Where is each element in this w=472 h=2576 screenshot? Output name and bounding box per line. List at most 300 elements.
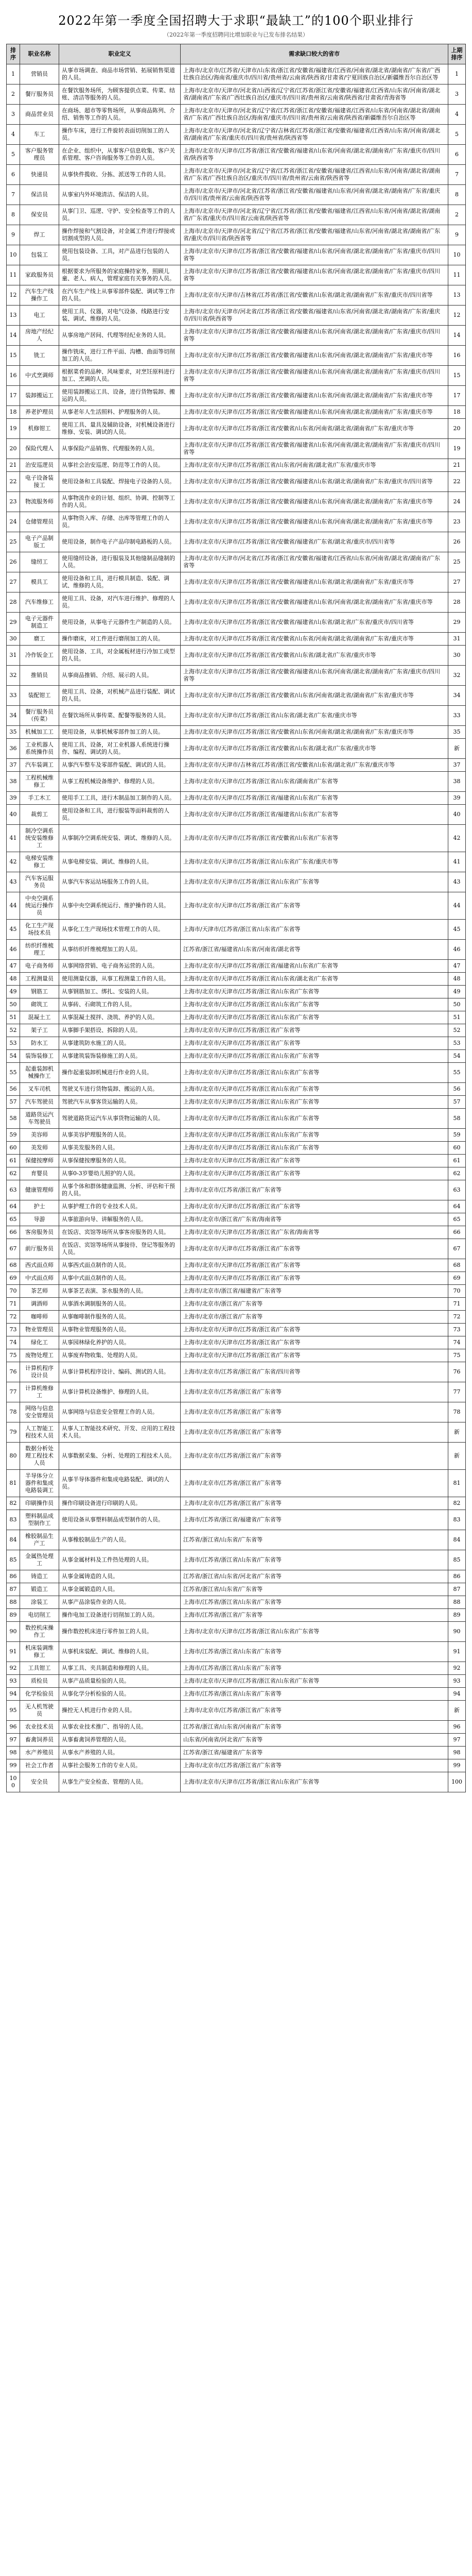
cell-definition: 从事咖啡制作服务的人员。 xyxy=(59,1311,181,1324)
cell-rank: 66 xyxy=(7,1226,20,1239)
cell-previous-rank: 57 xyxy=(448,1096,466,1109)
cell-rank: 26 xyxy=(7,552,20,572)
cell-previous-rank: 93 xyxy=(448,1675,466,1688)
table-row xyxy=(7,1155,466,1167)
cell-previous-rank: 72 xyxy=(448,1311,466,1324)
cell-rank: 48 xyxy=(7,973,20,986)
cell-regions: 上海市/北京市/江苏省/浙江省/广东省等 xyxy=(181,1497,448,1510)
cell-regions: 上海市/北京市/天津市/江苏省/浙江省/安徽省/福建省/山东省/河南省/湖北省/湖南省/广东省/重庆市/四川省/陕西省等 xyxy=(181,145,448,165)
cell-occupation: 工业机器人系统操作员 xyxy=(20,739,59,759)
cell-rank: 97 xyxy=(7,1734,20,1747)
table-row xyxy=(7,1497,466,1510)
cell-rank: 73 xyxy=(7,1324,20,1336)
table-row xyxy=(7,245,466,265)
cell-definition: 使用设备和工具，进行服装等面料裁剪的人员。 xyxy=(59,805,181,825)
cell-occupation: 机械加工工 xyxy=(20,726,59,739)
cell-occupation: 裁剪工 xyxy=(20,805,59,825)
cell-previous-rank: 41 xyxy=(448,852,466,872)
cell-occupation: 仓储管理员 xyxy=(20,512,59,532)
table-row xyxy=(7,998,466,1011)
cell-definition: 从事网络营销、电子商务运营的人员。 xyxy=(59,960,181,973)
table-row xyxy=(7,1583,466,1596)
cell-occupation: 前厅服务员 xyxy=(20,1239,59,1259)
table-row xyxy=(7,646,466,666)
table-row xyxy=(7,613,466,633)
cell-previous-rank: 59 xyxy=(448,1129,466,1142)
cell-rank: 22 xyxy=(7,472,20,492)
cell-rank: 63 xyxy=(7,1180,20,1200)
cell-rank: 24 xyxy=(7,512,20,532)
table-row xyxy=(7,1675,466,1688)
cell-definition: 操作磨床，对工件进行磨削加工的人员。 xyxy=(59,633,181,646)
cell-occupation: 客户服务管理员 xyxy=(20,145,59,165)
cell-regions: 上海市/北京市/天津市/江苏省/浙江省/广东省等 xyxy=(181,1349,448,1362)
table-row xyxy=(7,792,466,805)
cell-definition: 使用工具、设备，对汽车进行维护、修理的人员。 xyxy=(59,592,181,613)
cell-occupation: 电子元器件制造工 xyxy=(20,613,59,633)
table-row xyxy=(7,1096,466,1109)
cell-definition: 从事护理工作的专业技术人员。 xyxy=(59,1200,181,1213)
cell-regions: 上海市/北京市/天津市/江苏省/浙江省/广东省等 xyxy=(181,1239,448,1259)
cell-definition: 从事水产养殖的人员。 xyxy=(59,1747,181,1759)
cell-rank: 59 xyxy=(7,1129,20,1142)
cell-occupation: 装卸搬运工 xyxy=(20,386,59,406)
table-row xyxy=(7,532,466,552)
cell-rank: 19 xyxy=(7,419,20,439)
cell-regions: 上海市/北京市/天津市/江苏省/浙江省/广东省/海南省等 xyxy=(181,1226,448,1239)
cell-previous-rank: 9 xyxy=(448,225,466,245)
cell-occupation: 纺织纤维梳理工 xyxy=(20,940,59,960)
cell-rank: 15 xyxy=(7,346,20,366)
cell-regions: 上海市/北京市/天津市/江苏省/浙江省/福建省/山东省/广东省等 xyxy=(181,960,448,973)
table-row xyxy=(7,205,466,225)
cell-regions: 上海市/北京市/天津市/江苏省/浙江省/山东省/广东省等 xyxy=(181,1063,448,1083)
cell-definition: 从事房地产居间、代理等经纪业务的人员。 xyxy=(59,326,181,346)
cell-occupation: 装配钳工 xyxy=(20,686,59,706)
cell-definition: 使用包装设备、工具，对产品进行包装的人员。 xyxy=(59,245,181,265)
cell-rank: 67 xyxy=(7,1239,20,1259)
cell-regions: 上海市/北京市/天津市/江苏省/浙江省/山东省/广东省/重庆市等 xyxy=(181,852,448,872)
cell-rank: 34 xyxy=(7,706,20,726)
cell-regions: 上海市/北京市/天津市/江苏省/浙江省/安徽省/福建省/山东省/河南省/湖北省/湖南省/广东省/重庆市等 xyxy=(181,346,448,366)
cell-occupation: 汽车维修工 xyxy=(20,592,59,613)
cell-definition: 从事汽车客运站场服务工作的人员。 xyxy=(59,872,181,892)
cell-previous-rank: 68 xyxy=(448,1259,466,1272)
cell-regions: 上海市/北京市/天津市/江苏省/浙江省/安徽省/福建省/山东省/湖北省/湖南省/广东省/重庆市等 xyxy=(181,572,448,592)
cell-occupation: 混凝土工 xyxy=(20,1011,59,1024)
cell-rank: 78 xyxy=(7,1402,20,1422)
cell-occupation: 铣工 xyxy=(20,346,59,366)
cell-previous-rank: 86 xyxy=(448,1570,466,1583)
table-row xyxy=(7,105,466,125)
cell-regions: 江苏省/浙江省/山东省/河北省/广东省等 xyxy=(181,1570,448,1583)
table-row xyxy=(7,1688,466,1701)
cell-regions: 上海市/北京市/江苏省/浙江省/广东省等 xyxy=(181,1701,448,1721)
table-row xyxy=(7,1596,466,1609)
cell-previous-rank: 45 xyxy=(448,920,466,940)
cell-regions: 上海市/北京市/江苏省/浙江省/广东省等 xyxy=(181,1470,448,1497)
cell-regions: 上海市/北京市/天津市/江苏省/浙江省/山东省/广东省等 xyxy=(181,1142,448,1155)
cell-definition: 使用手工工具，进行木制品加工制作的人员。 xyxy=(59,792,181,805)
cell-definition: 从事茶艺表演、茶水服务的人员。 xyxy=(59,1285,181,1298)
cell-rank: 57 xyxy=(7,1096,20,1109)
cell-regions: 上海市/北京市/天津市/江苏省/浙江省/山东省/广东省等 xyxy=(181,1083,448,1096)
cell-rank: 87 xyxy=(7,1583,20,1596)
cell-rank: 100 xyxy=(7,1772,20,1792)
table-row xyxy=(7,1550,466,1570)
table-row xyxy=(7,145,466,165)
cell-regions: 上海市/江苏省/浙江省/福建省/广东省等 xyxy=(181,1510,448,1530)
cell-definition: 从事门卫、巡逻、守护、安全检查等工作的人员。 xyxy=(59,205,181,225)
table-row xyxy=(7,1142,466,1155)
cell-occupation: 工程机械维修工 xyxy=(20,772,59,792)
cell-regions: 上海市/江苏省/浙江省/山东省/广东省等 xyxy=(181,1642,448,1662)
table-row xyxy=(7,1443,466,1470)
cell-previous-rank: 30 xyxy=(448,646,466,666)
cell-previous-rank: 35 xyxy=(448,726,466,739)
table-row xyxy=(7,1213,466,1226)
cell-definition: 从事商品推销、介绍、展示的人员。 xyxy=(59,666,181,686)
cell-occupation: 美发师 xyxy=(20,1142,59,1155)
cell-rank: 7 xyxy=(7,185,20,205)
cell-definition: 操作印刷设备进行印刷的人员。 xyxy=(59,1497,181,1510)
table-row xyxy=(7,726,466,739)
cell-regions: 上海市/北京市/天津市/江苏省/浙江省/安徽省/福建省/广东省/湖北省/重庆市/四川省等 xyxy=(181,532,448,552)
cell-regions: 上海市/北京市/天津市/江苏省/浙江省/山东省/广东省等 xyxy=(181,986,448,998)
cell-regions: 上海市/北京市/天津市/河北省/江苏省/浙江省/安徽省/福建省/江西省/山东省/河南省/湖北省/湖南省/广东省等 xyxy=(181,552,448,572)
cell-rank: 75 xyxy=(7,1349,20,1362)
cell-previous-rank: 56 xyxy=(448,1083,466,1096)
cell-occupation: 咖啡师 xyxy=(20,1311,59,1324)
cell-previous-rank: 38 xyxy=(448,772,466,792)
cell-regions: 江苏省/浙江省/山东省/广东省等 xyxy=(181,1530,448,1550)
cell-rank: 40 xyxy=(7,805,20,825)
cell-occupation: 中式烹调师 xyxy=(20,366,59,386)
cell-previous-rank: 49 xyxy=(448,986,466,998)
cell-definition: 从事社会服务工作的专业人员。 xyxy=(59,1759,181,1772)
table-row xyxy=(7,386,466,406)
cell-definition: 使用装卸搬运工具、设备，进行货物装卸、搬运的人员。 xyxy=(59,386,181,406)
cell-definition: 从事酒水调制服务的人员。 xyxy=(59,1298,181,1311)
cell-rank: 83 xyxy=(7,1510,20,1530)
cell-previous-rank: 7 xyxy=(448,165,466,185)
cell-regions: 上海市/北京市/浙江省/广东省等 xyxy=(181,1311,448,1324)
cell-definition: 从事人工智能技术研究、开发、应用的工程技术人员。 xyxy=(59,1422,181,1443)
cell-occupation: 餐厅服务员 xyxy=(20,84,59,105)
cell-occupation: 健康管理师 xyxy=(20,1180,59,1200)
cell-previous-rank: 新 xyxy=(448,739,466,759)
cell-regions: 上海市/北京市/天津市/江苏省/浙江省/山东省/河南省/湖北省/广东省/重庆市等 xyxy=(181,459,448,472)
cell-occupation: 养老护理员 xyxy=(20,406,59,419)
cell-occupation: 绿化工 xyxy=(20,1336,59,1349)
cell-regions: 上海市/北京市/天津市/江苏省/浙江省/山东省/广东省等 xyxy=(181,1050,448,1063)
cell-rank: 85 xyxy=(7,1550,20,1570)
cell-definition: 使用测量仪器，从事工程测量工作的人员。 xyxy=(59,973,181,986)
cell-rank: 65 xyxy=(7,1213,20,1226)
cell-rank: 76 xyxy=(7,1362,20,1382)
cell-regions: 上海市/北京市/天津市/江苏省/浙江省/安徽省/福建省/山东省/河南省/湖北省/湖南省/广东省/重庆市等 xyxy=(181,406,448,419)
cell-regions: 上海市/北京市/天津市/江苏省/浙江省/山东省/广东省等 xyxy=(181,1011,448,1024)
cell-rank: 77 xyxy=(7,1382,20,1402)
cell-previous-rank: 15 xyxy=(448,366,466,386)
cell-occupation: 商品营业员 xyxy=(20,105,59,125)
table-row xyxy=(7,592,466,613)
cell-previous-rank: 34 xyxy=(448,686,466,706)
cell-regions: 上海市/北京市/天津市/江苏省/浙江省/安徽省/福建省/山东省/河南省/湖北省/湖南省/广东省/重庆市/四川省等 xyxy=(181,326,448,346)
cell-previous-rank: 27 xyxy=(448,572,466,592)
table-row xyxy=(7,1167,466,1180)
cell-occupation: 包装工 xyxy=(20,245,59,265)
cell-rank: 41 xyxy=(7,825,20,852)
table-row xyxy=(7,552,466,572)
cell-rank: 1 xyxy=(7,64,20,84)
table-row xyxy=(7,185,466,205)
cell-rank: 3 xyxy=(7,105,20,125)
cell-rank: 32 xyxy=(7,666,20,686)
cell-occupation: 缝纫工 xyxy=(20,552,59,572)
cell-definition: 从事半导体器件和集成电路装配、调试的人员。 xyxy=(59,1470,181,1497)
cell-regions: 上海市/北京市/天津市/江苏省/浙江省/安徽省/福建省/山东省/河南省/湖北省/湖南省/广东省/重庆市/四川省等 xyxy=(181,439,448,459)
cell-rank: 16 xyxy=(7,366,20,386)
cell-regions: 上海市/北京市/天津市/江苏省/浙江省/广东省等 xyxy=(181,1200,448,1213)
table-row xyxy=(7,666,466,686)
cell-regions: 上海市/北京市/天津市/江苏省/浙江省/安徽省/福建省/山东省/河南省/湖北省/湖南省/广东省/重庆市/四川省等 xyxy=(181,265,448,285)
table-row xyxy=(7,1721,466,1734)
cell-previous-rank: 51 xyxy=(448,1011,466,1024)
table-row xyxy=(7,1037,466,1050)
table-row xyxy=(7,1180,466,1200)
cell-previous-rank: 77 xyxy=(448,1382,466,1402)
cell-regions: 上海市/北京市/江苏省/天津市/山东省/浙江省/安徽省/福建省/江西省/河南省/湖北省/湖南省/广东省/广西壮族自治区/海南省/重庆市/四川省/贵州省/云南省/陕西省/甘肃省/宁夏回族自治区/新疆维吾尔自治区等 xyxy=(181,64,448,84)
cell-occupation: 模具工 xyxy=(20,572,59,592)
cell-definition: 从事物业管理服务的人员。 xyxy=(59,1324,181,1336)
table-row xyxy=(7,892,466,920)
cell-occupation: 汽车装调工 xyxy=(20,759,59,772)
cell-regions: 上海市/北京市/江苏省/浙江省/广东省等 xyxy=(181,1422,448,1443)
cell-occupation: 防水工 xyxy=(20,1037,59,1050)
cell-occupation: 物流服务师 xyxy=(20,492,59,512)
cell-regions: 上海市/北京市/天津市/江苏省/浙江省/安徽省/福建省/山东省/河南省/湖北省/湖南省/广东省/重庆市等 xyxy=(181,386,448,406)
cell-regions: 上海市/北京市/浙江省/广东省/海南省等 xyxy=(181,1213,448,1226)
cell-previous-rank: 50 xyxy=(448,998,466,1011)
cell-definition: 在商场、超市等零售场所，从事商品陈列、介绍、销售等工作的人员。 xyxy=(59,105,181,125)
cell-occupation: 叉车司机 xyxy=(20,1083,59,1096)
table-row xyxy=(7,1311,466,1324)
cell-previous-rank: 新 xyxy=(448,1701,466,1721)
table-row xyxy=(7,1050,466,1063)
cell-rank: 71 xyxy=(7,1298,20,1311)
cell-previous-rank: 43 xyxy=(448,872,466,892)
cell-rank: 91 xyxy=(7,1642,20,1662)
cell-occupation: 装饰装修工 xyxy=(20,1050,59,1063)
cell-regions: 上海市/北京市/天津市/河北省/山西省/辽宁省/江苏省/浙江省/安徽省/福建省/江西省/山东省/河南省/湖北省/湖南省/广东省/广西壮族自治区/重庆市/四川省/贵州省/云南省/陕西省/甘肃省/青海省等 xyxy=(181,84,448,105)
cell-definition: 从事物流作业的计划、组织、协调、控制等工作的人员。 xyxy=(59,492,181,512)
page-title: 2022年第一季度全国招聘大于求职“最缺工”的100个职业排行 xyxy=(58,13,414,28)
cell-occupation: 护士 xyxy=(20,1200,59,1213)
cell-regions: 上海市/北京市/江苏省/浙江省/广东省等 xyxy=(181,1402,448,1422)
cell-regions: 上海市/北京市/天津市/江苏省/浙江省/广东省等 xyxy=(181,1324,448,1336)
table-row xyxy=(7,346,466,366)
cell-regions: 上海市/北京市/天津市/江苏省/浙江省/山东省/广东省等 xyxy=(181,872,448,892)
cell-rank: 72 xyxy=(7,1311,20,1324)
cell-rank: 6 xyxy=(7,165,20,185)
cell-rank: 21 xyxy=(7,459,20,472)
cell-definition: 使用设备和工具装配、焊接电子设备的人员。 xyxy=(59,472,181,492)
cell-occupation: 制冷空调系统安装维修工 xyxy=(20,825,59,852)
table-row xyxy=(7,686,466,706)
table-row xyxy=(7,706,466,726)
cell-rank: 58 xyxy=(7,1109,20,1129)
cell-regions: 上海市/北京市/江苏省/浙江省/广东省等 xyxy=(181,1382,448,1402)
cell-definition: 使用工具、设备，对工业机器人系统进行操作、编程、调试的人员。 xyxy=(59,739,181,759)
cell-regions: 上海市/北京市/天津市/江苏省/浙江省/安徽省/福建省/山东省/河南省/湖北省/湖南省/广东省/重庆市/四川省等 xyxy=(181,366,448,386)
cell-occupation: 网络与信息安全管理员 xyxy=(20,1402,59,1422)
cell-previous-rank: 42 xyxy=(448,825,466,852)
cell-definition: 从事快件揽收、分拣、派送等工作的人员。 xyxy=(59,165,181,185)
cell-previous-rank: 1 xyxy=(448,64,466,84)
table-row xyxy=(7,973,466,986)
table-row xyxy=(7,772,466,792)
cell-previous-rank: 89 xyxy=(448,1609,466,1622)
cell-occupation: 砌筑工 xyxy=(20,998,59,1011)
cell-rank: 94 xyxy=(7,1688,20,1701)
cell-previous-rank: 67 xyxy=(448,1239,466,1259)
cell-definition: 从事计算机程序设计、编码、测试的人员。 xyxy=(59,1362,181,1382)
cell-previous-rank: 24 xyxy=(448,492,466,512)
ranking-table xyxy=(6,44,466,1792)
cell-regions: 上海市/北京市/天津市/江苏省/浙江省/福建省/山东省/广东省等 xyxy=(181,792,448,805)
cell-previous-rank: 99 xyxy=(448,1759,466,1772)
cell-occupation: 保险代理人 xyxy=(20,439,59,459)
cell-previous-rank: 53 xyxy=(448,1037,466,1050)
header-previous-rank: 上期排序 xyxy=(448,44,466,64)
cell-rank: 18 xyxy=(7,406,20,419)
cell-definition: 在企业、组织中，从事客户信息收集、客户关系管理、客户咨询服务等工作的人员。 xyxy=(59,145,181,165)
cell-definition: 操作车床，进行工件旋转表面切削加工的人员。 xyxy=(59,125,181,145)
cell-definition: 在汽车生产线上从事零部件装配、调试等工作的人员。 xyxy=(59,285,181,306)
table-row xyxy=(7,1226,466,1239)
table-row xyxy=(7,986,466,998)
cell-rank: 84 xyxy=(7,1530,20,1550)
cell-definition: 在餐饮服务场所，为顾客提供点菜、传菜、结账、清洁等服务的人员。 xyxy=(59,84,181,105)
cell-definition: 从事金属铸造的人员。 xyxy=(59,1570,181,1583)
cell-regions: 上海市/北京市/天津市/江苏省/浙江省/安徽省/福建省/山东省/河南省/湖北省/湖南省/广东省/重庆市/四川省等 xyxy=(181,666,448,686)
cell-previous-rank: 37 xyxy=(448,759,466,772)
cell-regions: 上海市/北京市/天津市/江苏省/浙江省/安徽省/福建省/山东省/河南省/湖北省/湖南省/广东省/重庆市等 xyxy=(181,512,448,532)
cell-rank: 30 xyxy=(7,633,20,646)
cell-occupation: 起重装卸机械操作工 xyxy=(20,1063,59,1083)
cell-occupation: 计算机维修工 xyxy=(20,1382,59,1402)
cell-previous-rank: 29 xyxy=(448,613,466,633)
cell-definition: 在饭店、宾馆等场所从事客房服务的人员。 xyxy=(59,1226,181,1239)
table-row xyxy=(7,512,466,532)
table-row xyxy=(7,825,466,852)
cell-definition: 从事工具、夹具制造和修理的人员。 xyxy=(59,1662,181,1675)
cell-definition: 使用设备，从事电子元器件生产制造的人员。 xyxy=(59,613,181,633)
cell-previous-rank: 40 xyxy=(448,805,466,825)
table-row xyxy=(7,459,466,472)
cell-previous-rank: 55 xyxy=(448,1063,466,1083)
table-row xyxy=(7,920,466,940)
header-occupation: 职业名称 xyxy=(20,44,59,64)
cell-regions: 上海市/北京市/天津市/江苏省/浙江省/安徽省/山东省/河南省/湖北省/湖南省/广东省/重庆市等 xyxy=(181,726,448,739)
cell-definition: 从事产品质量检验的人员。 xyxy=(59,1675,181,1688)
cell-occupation: 架子工 xyxy=(20,1024,59,1037)
table-row xyxy=(7,306,466,326)
cell-definition: 从事个体和群体健康监测、分析、评估和干预的人员。 xyxy=(59,1180,181,1200)
cell-definition: 操作焊接和气割设备，对金属工件进行焊接或切割成型的人员。 xyxy=(59,225,181,245)
cell-rank: 88 xyxy=(7,1596,20,1609)
cell-occupation: 畜禽饲养员 xyxy=(20,1734,59,1747)
cell-regions: 上海市/北京市/天津市/江苏省/浙江省/安徽省/福建省/山东省/河南省/湖北省/湖南省/广东省/重庆市等 xyxy=(181,592,448,613)
cell-regions: 上海市/北京市/天津市/江苏省/浙江省/广东省等 xyxy=(181,1155,448,1167)
cell-definition: 从事金属材料及工件热处理的人员。 xyxy=(59,1550,181,1570)
cell-regions: 上海市/北京市/天津市/江苏省/浙江省/广东省等 xyxy=(181,1336,448,1349)
cell-occupation: 汽车客运服务员 xyxy=(20,872,59,892)
cell-previous-rank: 19 xyxy=(448,439,466,459)
cell-previous-rank: 97 xyxy=(448,1734,466,1747)
cell-definition: 从事砖、石砌筑工作的人员。 xyxy=(59,998,181,1011)
cell-occupation: 营销员 xyxy=(20,64,59,84)
cell-rank: 62 xyxy=(7,1167,20,1180)
header-rank: 排序 xyxy=(7,44,20,64)
cell-occupation: 钢筋工 xyxy=(20,986,59,998)
cell-rank: 14 xyxy=(7,326,20,346)
cell-rank: 49 xyxy=(7,986,20,998)
cell-rank: 51 xyxy=(7,1011,20,1024)
cell-previous-rank: 22 xyxy=(448,472,466,492)
cell-regions: 上海市/江苏省/浙江省/广东省等 xyxy=(181,1609,448,1622)
cell-regions: 上海市/北京市/天津市/吉林省/江苏省/浙江省/安徽省/山东省/湖北省/湖南省/广东省/重庆市/四川省等 xyxy=(181,285,448,306)
cell-regions: 上海市/北京市/天津市/江苏省/浙江省/山东省/湖北省/广东省/重庆市等 xyxy=(181,706,448,726)
table-row xyxy=(7,1470,466,1497)
cell-rank: 4 xyxy=(7,125,20,145)
table-row xyxy=(7,439,466,459)
cell-rank: 37 xyxy=(7,759,20,772)
table-row xyxy=(7,64,466,84)
cell-rank: 20 xyxy=(7,439,20,459)
cell-previous-rank: 88 xyxy=(448,1596,466,1609)
cell-previous-rank: 33 xyxy=(448,706,466,726)
table-row xyxy=(7,1285,466,1298)
cell-occupation: 美容师 xyxy=(20,1129,59,1142)
cell-rank: 45 xyxy=(7,920,20,940)
cell-occupation: 塑料制品成型制作工 xyxy=(20,1510,59,1530)
table-row xyxy=(7,739,466,759)
cell-rank: 27 xyxy=(7,572,20,592)
cell-occupation: 无人机驾驶员 xyxy=(20,1701,59,1721)
cell-occupation: 焊工 xyxy=(20,225,59,245)
cell-rank: 64 xyxy=(7,1200,20,1213)
cell-previous-rank: 91 xyxy=(448,1642,466,1662)
cell-rank: 95 xyxy=(7,1701,20,1721)
cell-rank: 35 xyxy=(7,726,20,739)
cell-definition: 使用设备，从事机械零部件加工的人员。 xyxy=(59,726,181,739)
cell-previous-rank: 48 xyxy=(448,973,466,986)
table-row xyxy=(7,1530,466,1550)
table-row xyxy=(7,1083,466,1096)
cell-rank: 46 xyxy=(7,940,20,960)
cell-previous-rank: 73 xyxy=(448,1324,466,1336)
cell-definition: 从事数据采集、分析、处理的工程技术人员。 xyxy=(59,1443,181,1470)
table-row xyxy=(7,960,466,973)
cell-regions: 江苏省/浙江省/山东省/广东省等 xyxy=(181,1583,448,1596)
cell-regions: 上海市/北京市/天津市/江苏省/浙江省/山东省/广东省等 xyxy=(181,998,448,1011)
cell-rank: 13 xyxy=(7,306,20,326)
cell-rank: 61 xyxy=(7,1155,20,1167)
table-row xyxy=(7,872,466,892)
cell-definition: 操作铣床，进行工件平面、沟槽、曲面等切削加工的人员。 xyxy=(59,346,181,366)
